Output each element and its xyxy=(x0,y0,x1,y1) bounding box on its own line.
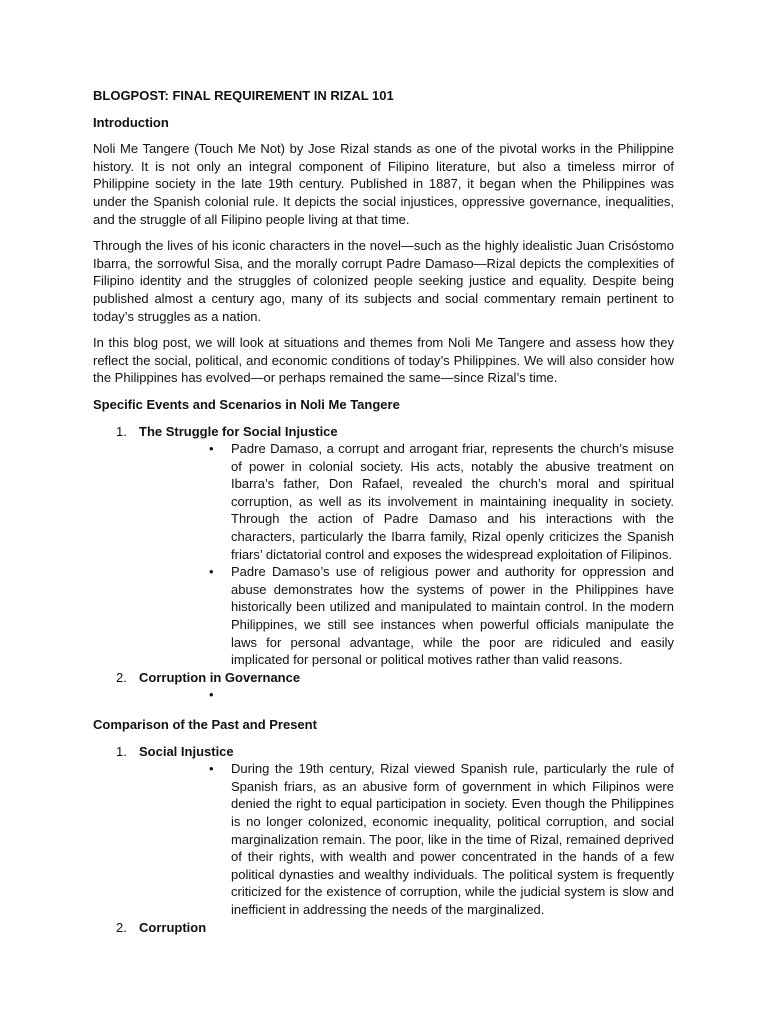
list-number: 1. xyxy=(116,423,127,439)
bullet-list xyxy=(139,440,674,669)
bullet-text: Padre Damaso, a corrupt and arrogant friar, represents the church’s misuse of power in colonial society. His acts, notably the abusive treatment on Ibarra’s father, Don Rafael, revealed the church’s moral and spiritual corruption, as well as its involvement in maintaining inequality in society. Through the action of Padre Damaso and his interactions with the characters, particularly the Ibarra family, Rizal openly criticizes the Spanish friars’ dictatorial control and exposes the widespread exploitation of Filipinos. xyxy=(231,441,674,562)
bullet-list xyxy=(139,686,674,704)
list-number: 2. xyxy=(116,919,127,935)
intro-paragraph: Through the lives of his iconic characters in the novel—such as the highly idealistic Juan Crisóstomo Ibarra, the sorrowful Sisa, and the morally corrupt Padre Damaso—Rizal depicts the complexities of Filipino identity and the struggles of colonized people seeking justice and equality. Despite being published almost a century ago, many of its subjects and social commentary remain pertinent to today’s struggles as a nation. xyxy=(93,238,674,324)
list-item-title: Social Injustice xyxy=(139,743,234,759)
list-item-title: The Struggle for Social Injustice xyxy=(139,423,338,439)
bullet-item xyxy=(139,760,674,918)
section-heading: Comparison of the Past and Present xyxy=(93,717,317,732)
list-number: 1. xyxy=(116,743,127,759)
list-item-title: Corruption xyxy=(139,919,207,935)
intro-paragraph: Noli Me Tangere (Touch Me Not) by Jose Rizal stands as one of the pivotal works in the Philippine history. It is not only an integral component of Filipino literature, but also a timeless mirror of Philippine society in the late 19th century. Published in 1887, it began when the Philippines was under the Spanish colonial rule. It depicts the social injustices, oppressive governance, inequalities, and the struggle of all Filipino people living at that time. xyxy=(93,141,674,227)
bullet-text: During the 19th century, Rizal viewed Spanish rule, particularly the rule of Spanish friars, as an abusive form of government in which Filipinos were denied the right to equal participation in society. Even though the Philippines is no longer colonized, economic inequality, political corruption, and social marginalization remain. The poor, like in the time of Rizal, remained deprived of their rights, with wealth and power concentrated in the hands of a few political dynasties and wealthy individuals. The political system is frequently criticized for the existence of corruption, while the judicial system is slow and inefficient in addressing the needs of the marginalized. xyxy=(231,761,674,917)
intro-heading: Introduction xyxy=(93,114,169,130)
bullet-icon: • xyxy=(209,687,214,703)
bullet-icon: • xyxy=(209,564,214,580)
bullet-icon: • xyxy=(209,761,214,777)
document-title: BLOGPOST: FINAL REQUIREMENT IN RIZAL 101 xyxy=(93,88,394,103)
document-body xyxy=(93,87,674,944)
list-item xyxy=(93,669,674,704)
bullet-list xyxy=(139,760,674,918)
list-number: 2. xyxy=(116,669,127,685)
intro-paragraph: In this blog post, we will look at situations and themes from Noli Me Tangere and assess how they reflect the social, political, and economic conditions of today’s Philippines. We will also consider how the Philippines has evolved—or perhaps remained the same—since Rizal’s time. xyxy=(93,335,674,386)
bullet-icon: • xyxy=(209,441,214,457)
list-item-title: Corruption in Governance xyxy=(139,669,301,685)
bullet-item xyxy=(139,686,674,704)
numbered-list xyxy=(93,743,674,937)
bullet-item xyxy=(139,440,674,563)
bullet-text: Padre Damaso’s use of religious power and authority for oppression and abuse demonstrates how the systems of power in the Philippines have historically been utilized and manipulated to maintain control. In the modern Philippines, we still see instances when powerful officials manipulate the laws for personal advantage, while the poor are ridiculed and easily implicated for personal or political motives rather than valid reasons. xyxy=(231,564,674,668)
list-item xyxy=(93,423,674,669)
list-item xyxy=(93,919,674,937)
section-heading: Specific Events and Scenarios in Noli Me Tangere xyxy=(93,396,400,412)
list-item xyxy=(93,743,674,919)
bullet-item xyxy=(139,563,674,669)
numbered-list xyxy=(93,423,674,705)
